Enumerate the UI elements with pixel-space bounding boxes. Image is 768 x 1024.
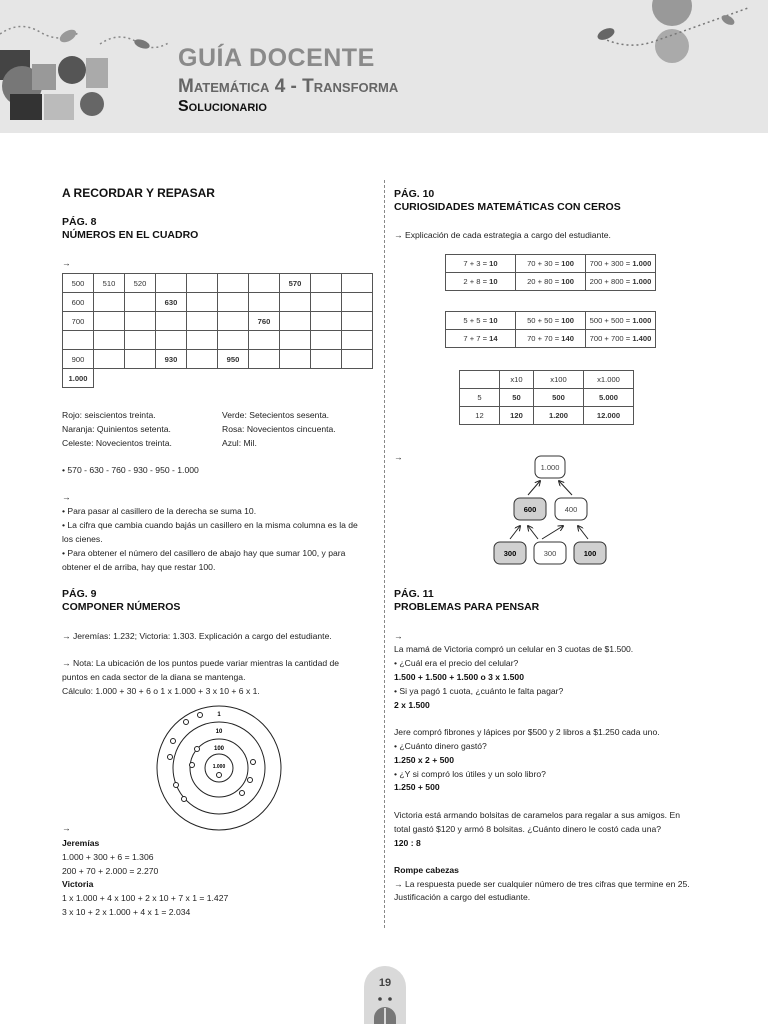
problem-answer: 1.250 + 500 bbox=[394, 782, 440, 792]
arrow-icon: → bbox=[62, 823, 71, 833]
section-title: Solucionario bbox=[178, 98, 267, 115]
grid-cell: 1.000 bbox=[63, 369, 94, 388]
pyramid-base-mid: 300 bbox=[543, 549, 557, 558]
problem-line: • ¿Cuál era el precio del celular? bbox=[394, 658, 519, 668]
puzzle-line: → La respuesta puede ser cualquier número de tres cifras que termine en 25. bbox=[394, 879, 690, 889]
problem-line: • ¿Cuánto dinero gastó? bbox=[394, 741, 487, 751]
note-line: → Nota: La ubicación de los puntos puede variar mientras la cantidad de bbox=[62, 658, 340, 668]
problem-line: • Si ya pagó 1 cuota, ¿cuánto le falta pagar? bbox=[394, 686, 564, 696]
jeremias-label: Jeremías bbox=[62, 838, 100, 848]
grid-cell: 520 bbox=[125, 274, 156, 293]
ring-label: 10 bbox=[215, 729, 223, 735]
problem-line: • ¿Y si compró los útiles y un solo libro? bbox=[394, 769, 546, 779]
grid-cell: 950 bbox=[218, 350, 249, 369]
intro-line: → Explicación de cada estrategia a cargo del estudiante. bbox=[394, 230, 611, 240]
problem-line: Victoria está armando bolsitas de caramelos para regalar a sus amigos. En bbox=[394, 810, 680, 820]
calc-line: Cálculo: 1.000 + 30 + 6 o 1 x 1.000 + 3 x 10 + 6 x 1. bbox=[62, 686, 260, 696]
page9-title: PÁG. 9 bbox=[62, 588, 97, 600]
victoria-label: Victoria bbox=[62, 879, 94, 889]
page-header bbox=[0, 0, 768, 133]
arrow-icon: → bbox=[62, 258, 71, 268]
book-title: Matemática 4 - Transforma bbox=[178, 76, 399, 97]
page10-subtitle: CURIOSIDADES MATEMÁTICAS CON CEROS bbox=[394, 201, 621, 213]
grid-cell: 700 bbox=[63, 312, 94, 331]
color-answer: Celeste: Novecientos treinta. bbox=[62, 438, 172, 448]
header-decoration-left bbox=[0, 0, 180, 133]
page8-subtitle: NÚMEROS EN EL CUADRO bbox=[62, 229, 199, 241]
pyramid-mid-left: 600 bbox=[523, 505, 537, 514]
grid-cell: 600 bbox=[63, 293, 94, 312]
grid-cell: 510 bbox=[94, 274, 125, 293]
page-number-tab bbox=[364, 966, 406, 1024]
problem-answer: 120 : 8 bbox=[394, 838, 421, 848]
column-divider bbox=[384, 180, 385, 928]
color-answer: Azul: Mil. bbox=[222, 438, 257, 448]
calc-line: 200 + 70 + 2.000 = 2.270 bbox=[62, 866, 159, 876]
note-line: puntos en cada sector de la diana se mantenga. bbox=[62, 672, 246, 682]
puzzle-line: Justificación a cargo del estudiante. bbox=[394, 892, 531, 902]
page11-subtitle: PROBLEMAS PARA PENSAR bbox=[394, 601, 540, 613]
sequence-answer: • 570 - 630 - 760 - 930 - 950 - 1.000 bbox=[62, 465, 199, 475]
arrow-icon: → bbox=[62, 492, 71, 502]
problem-answer: 2 x 1.500 bbox=[394, 700, 430, 710]
problem-line: Jere compró fibrones y lápices por $500 y 2 libros a $1.250 cada uno. bbox=[394, 727, 660, 737]
grid-cell: 930 bbox=[156, 350, 187, 369]
problem-line: La mamá de Victoria compró un celular en 3 cuotas de $1.500. bbox=[394, 644, 634, 654]
calc-line: 1 x 1.000 + 4 x 100 + 2 x 10 + 7 x 1 = 1.427 bbox=[62, 893, 229, 903]
grid-cell: 500 bbox=[63, 274, 94, 293]
page8-title: PÁG. 8 bbox=[62, 216, 97, 228]
page11-title: PÁG. 11 bbox=[394, 588, 434, 600]
color-answer: Verde: Setecientos sesenta. bbox=[222, 410, 330, 420]
page-tab-decoration bbox=[364, 966, 406, 1024]
pyramid-base-left: 300 bbox=[503, 549, 517, 558]
ring-label: 100 bbox=[213, 746, 225, 752]
rule-line: • Para pasar al casillero de la derecha se suma 10. bbox=[62, 506, 257, 516]
grid-cell: 760 bbox=[249, 312, 280, 331]
problem-answer: 1.250 x 2 + 500 bbox=[394, 755, 454, 765]
page10-title: PÁG. 10 bbox=[394, 188, 435, 200]
page-number: 19 bbox=[378, 977, 392, 989]
sums-table-1: 7 + 3 = 10 70 + 30 = 100 700 + 300 = 1.000 2 + 8 = 10 20 + 80 = 100 200 + 800 = 1.000 bbox=[445, 254, 656, 291]
rule-line: los cienes. bbox=[62, 534, 103, 544]
pyramid-mid-right: 400 bbox=[564, 505, 578, 514]
sums-table-2: 5 + 5 = 10 50 + 50 = 100 500 + 500 = 1.000 7 + 7 = 14 70 + 70 = 140 700 + 700 = 1.400 bbox=[445, 311, 656, 348]
problem-answer: 1.500 + 1.500 + 1.500 o 3 x 1.500 bbox=[394, 672, 524, 682]
color-answer: Rosa: Novecientos cincuenta. bbox=[222, 424, 336, 434]
grid-cell: 570 bbox=[280, 274, 311, 293]
section-heading: A RECORDAR Y REPASAR bbox=[62, 186, 215, 200]
rule-line: obtener el de arriba, hay que restar 100. bbox=[62, 562, 216, 572]
ring-label: 1 bbox=[217, 712, 221, 718]
multiplication-table: x10 x100 x1.000 5 50 500 5.000 12 120 1.200 12.000 bbox=[459, 370, 634, 425]
calc-line: 1.000 + 300 + 6 = 1.306 bbox=[62, 852, 154, 862]
dartboard-diagram bbox=[154, 703, 284, 833]
color-answer: Rojo: seiscientos treinta. bbox=[62, 410, 156, 420]
grid-cell: 900 bbox=[63, 350, 94, 369]
arrow-icon: → bbox=[394, 452, 403, 462]
color-answer: Naranja: Quinientos setenta. bbox=[62, 424, 171, 434]
arrow-icon: → bbox=[394, 631, 403, 641]
problem-line: total gastó $120 y armó 8 bolsitas. ¿Cuánto dinero le costó cada una? bbox=[394, 824, 662, 834]
grid-cell: 630 bbox=[156, 293, 187, 312]
puzzle-title: Rompe cabezas bbox=[394, 865, 459, 875]
ring-label: 1.000 bbox=[212, 764, 226, 770]
guide-title: GUÍA DOCENTE bbox=[178, 44, 375, 72]
numbers-grid bbox=[62, 273, 373, 388]
pyramid-top: 1.000 bbox=[540, 463, 560, 472]
rule-line: • La cifra que cambia cuando bajás un casillero en la misma columna es la de bbox=[62, 520, 358, 530]
pyramid-base-right: 100 bbox=[583, 549, 597, 558]
header-decoration-right bbox=[588, 0, 768, 133]
rule-line: • Para obtener el número del casillero de abajo hay que sumar 100, y para bbox=[62, 548, 346, 558]
calc-line: 3 x 10 + 2 x 1.000 + 4 x 1 = 2.034 bbox=[62, 907, 191, 917]
number-pyramid bbox=[491, 453, 611, 569]
page9-subtitle: COMPONER NÚMEROS bbox=[62, 601, 181, 613]
answer-line: → Jeremías: 1.232; Victoria: 1.303. Explicación a cargo del estudiante. bbox=[62, 631, 332, 641]
